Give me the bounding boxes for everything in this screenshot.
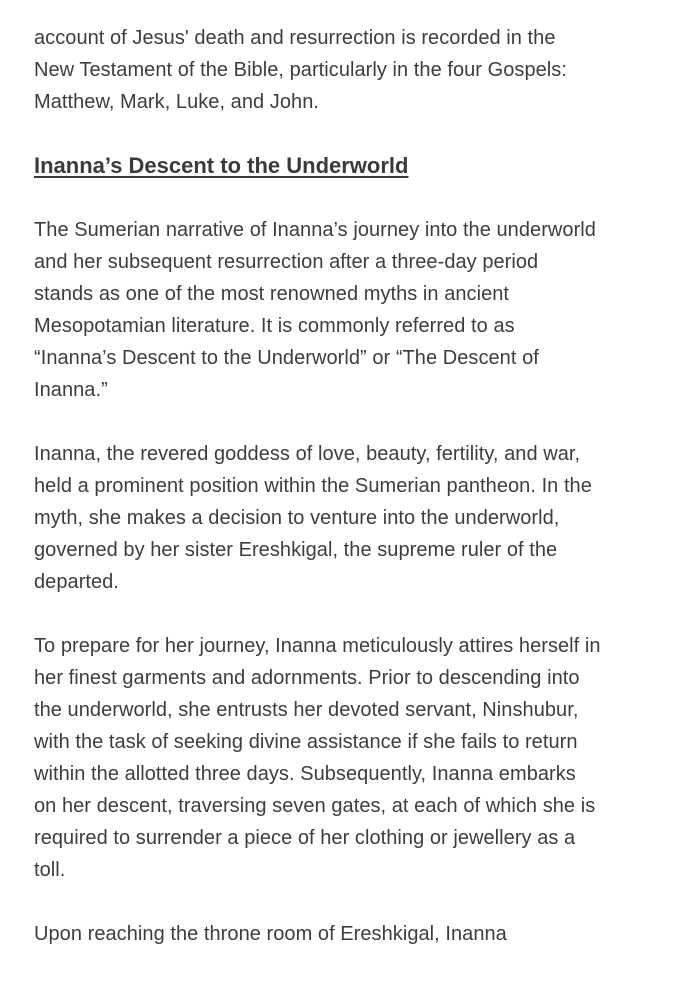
- paragraph-journey-preparation: [34, 630, 674, 886]
- text-line: account of Jesus' death and resurrection is recorded in the: [34, 27, 556, 49]
- text-line: governed by her sister Ereshkigal, the supreme ruler of the: [34, 539, 558, 561]
- text-line: on her descent, traversing seven gates, at each of which she is: [34, 795, 596, 817]
- article-body: [34, 22, 674, 950]
- paragraph-sumerian-narrative: [34, 214, 674, 406]
- paragraph-gap: [34, 406, 674, 438]
- text-line: “Inanna’s Descent to the Underworld” or “The Descent of: [34, 347, 539, 369]
- text-line: toll.: [34, 859, 66, 881]
- paragraph-gap: [34, 886, 674, 918]
- intro-paragraph: [34, 22, 674, 118]
- paragraph-gap: [34, 118, 674, 150]
- text-line: Inanna.”: [34, 379, 108, 401]
- text-line: the underworld, she entrusts her devoted servant, Ninshubur,: [34, 699, 579, 721]
- section-heading-link[interactable]: Inanna’s Descent to the Underworld: [34, 153, 409, 178]
- paragraph-inanna-goddess: [34, 438, 674, 598]
- text-line: stands as one of the most renowned myths in ancient: [34, 283, 510, 305]
- paragraph-throne-room: [34, 918, 674, 950]
- text-line: and her subsequent resurrection after a three-day period: [34, 251, 539, 273]
- text-line: within the allotted three days. Subsequently, Inanna embarks: [34, 763, 576, 785]
- text-line: her finest garments and adornments. Prior to descending into: [34, 667, 580, 689]
- paragraph-gap: [34, 182, 674, 214]
- text-line: The Sumerian narrative of Inanna’s journey into the underworld: [34, 219, 596, 241]
- text-line: Mesopotamian literature. It is commonly referred to as: [34, 315, 515, 337]
- text-line: departed.: [34, 571, 119, 593]
- text-line: with the task of seeking divine assistance if she fails to return: [34, 731, 578, 753]
- text-line: held a prominent position within the Sumerian pantheon. In the: [34, 475, 592, 497]
- text-line: New Testament of the Bible, particularly in the four Gospels:: [34, 59, 567, 81]
- text-line: Matthew, Mark, Luke, and John.: [34, 91, 319, 113]
- paragraph-gap: [34, 598, 674, 630]
- text-line: myth, she makes a decision to venture into the underworld,: [34, 507, 560, 529]
- text-line: Upon reaching the throne room of Ereshkigal, Inanna: [34, 923, 507, 945]
- text-line: Inanna, the revered goddess of love, beauty, fertility, and war,: [34, 443, 581, 465]
- text-line: required to surrender a piece of her clothing or jewellery as a: [34, 827, 576, 849]
- text-line: To prepare for her journey, Inanna meticulously attires herself in: [34, 635, 601, 657]
